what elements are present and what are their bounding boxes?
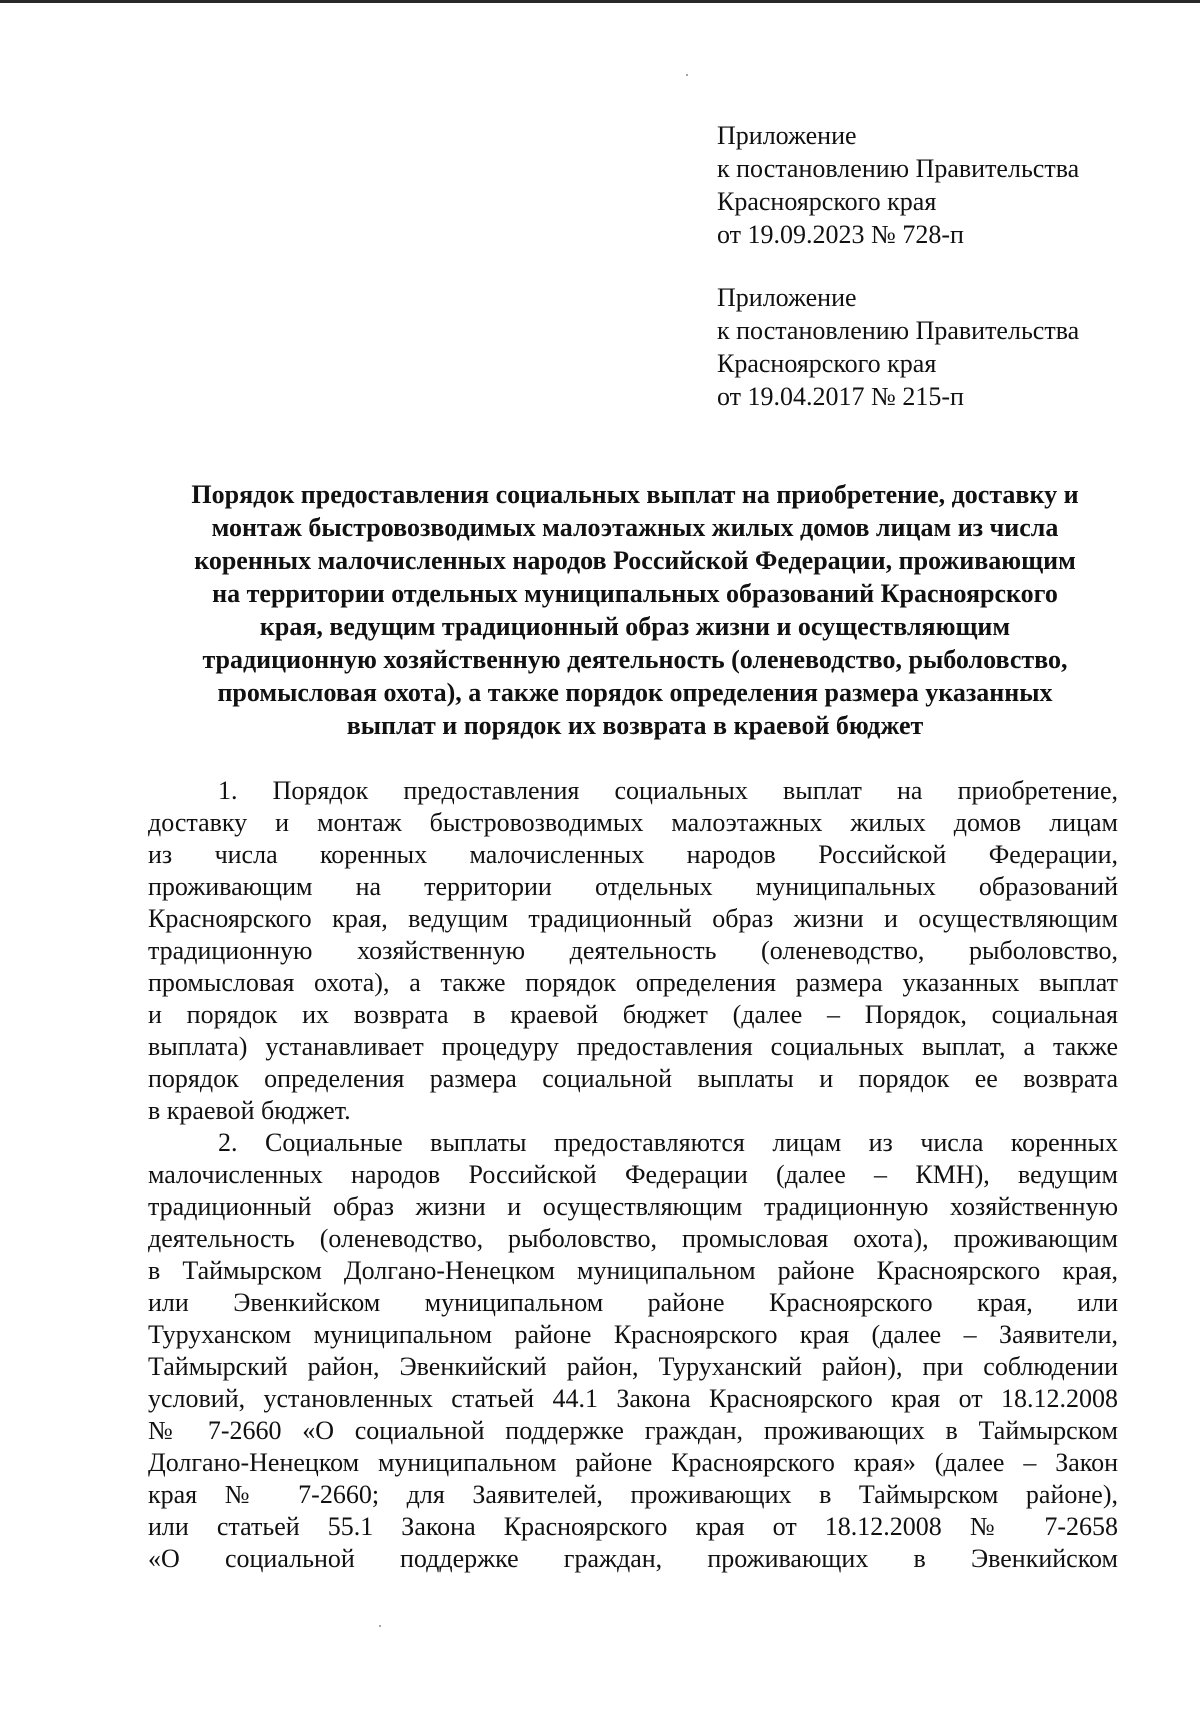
paragraph-line: в краевой бюджет. [148,1096,351,1125]
paragraph-line: выплата) устанавливает процедуру предоставления социальных выплат, а также [148,1032,1118,1061]
paragraph-line: порядок определения размера социальной выплаты и порядок ее возврата [148,1064,1118,1093]
appendix-date-number: от 19.09.2023 № 728-п [717,220,964,249]
paragraph-1 [148,775,1118,1127]
paragraph-line: Таймырский район, Эвенкийский район, Туруханский район), при соблюдении [148,1352,1118,1381]
paragraph-line: деятельность (оленеводство, рыболовство, промысловая охота), проживающим [148,1224,1118,1253]
scan-top-edge [0,0,1200,3]
paragraph-line: условий, установленных статьей 44.1 Закона Красноярского края от 18.12.2008 [148,1384,1118,1413]
paragraph-line: малочисленных народов Российской Федерации (далее – КМН), ведущим [148,1160,1118,1189]
paragraph-line: Долгано-Ненецком муниципальном районе Красноярского края» (далее – Закон [148,1448,1118,1477]
paragraph-line: или Эвенкийском муниципальном районе Красноярского края, или [148,1288,1118,1317]
appendix-region: Красноярского края [717,187,937,216]
paragraph-line: доставку и монтаж быстровозводимых малоэтажных жилых домов лицам [148,808,1118,837]
appendix-header-current [717,119,1157,251]
title-line: промысловая охота), а также порядок определения размера указанных [217,678,1053,707]
appendix-date-number: от 19.04.2017 № 215-п [717,382,964,411]
title-line: выплат и порядок их возврата в краевой бюджет [346,711,924,740]
paragraph-line: или статьей 55.1 Закона Красноярского края от 18.12.2008 № 7-2658 [148,1512,1118,1541]
title-line: монтаж быстровозводимых малоэтажных жилых домов лицам из числа [211,513,1059,542]
paragraph-line: проживающим на территории отдельных муниципальных образований [148,872,1118,901]
paragraph-line: № 7-2660 «О социальной поддержке граждан, проживающих в Таймырском [148,1416,1118,1445]
title-line: традиционную хозяйственную деятельность (оленеводство, рыболовство, [202,645,1068,674]
appendix-header-original [717,281,1157,413]
paragraph-line: края № 7-2660; для Заявителей, проживающих в Таймырском районе), [148,1480,1118,1509]
title-line: края, ведущим традиционный образ жизни и осуществляющим [259,612,1011,641]
paragraph-line: промысловая охота), а также порядок определения размера указанных выплат [148,968,1118,997]
appendix-label: Приложение [717,121,857,150]
paragraph-line: в Таймырском Долгано-Ненецком муниципальном районе Красноярского края, [148,1256,1118,1285]
paragraph-line: «О социальной поддержке граждан, проживающих в Эвенкийском [148,1544,1118,1573]
appendix-region: Красноярского края [717,349,937,378]
paragraph-line: Туруханском муниципальном районе Красноярского края (далее – Заявители, [148,1320,1118,1349]
document-title [150,478,1120,742]
appendix-resolution-ref: к постановлению Правительства [717,154,1080,183]
appendix-resolution-ref: к постановлению Правительства [717,316,1080,345]
paragraph-line: и порядок их возврата в краевой бюджет (далее – Порядок, социальная [148,1000,1118,1029]
paragraph-line: 1. Порядок предоставления социальных выплат на приобретение, [218,776,1118,805]
paragraph-line: традиционный образ жизни и осуществляющим традиционную хозяйственную [148,1192,1118,1221]
paragraph-line: из числа коренных малочисленных народов Российской Федерации, [148,840,1118,869]
scan-speck [379,1625,381,1627]
paragraph-line: 2. Социальные выплаты предоставляются лицам из числа коренных [218,1128,1118,1157]
title-line: на территории отдельных муниципальных образований Красноярского [212,579,1058,608]
paragraph-2 [148,1127,1118,1575]
paragraph-line: традиционную хозяйственную деятельность (оленеводство, рыболовство, [148,936,1118,965]
scan-speck [686,74,688,76]
title-line: Порядок предоставления социальных выплат на приобретение, доставку и [191,480,1079,509]
appendix-label: Приложение [717,283,857,312]
document-body [148,775,1118,1575]
title-line: коренных малочисленных народов Российской Федерации, проживающим [194,546,1076,575]
paragraph-line: Красноярского края, ведущим традиционный образ жизни и осуществляющим [148,904,1118,933]
